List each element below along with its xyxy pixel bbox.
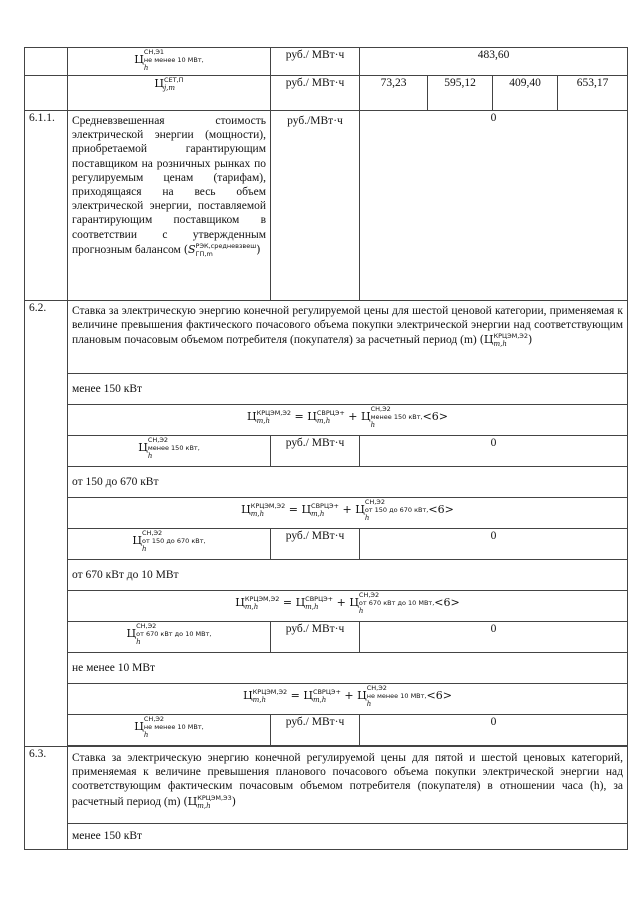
formula-krcem-e3: (Ц КРЦЭМ,Э3 m,h ): [183, 793, 236, 810]
value-cell: 0: [360, 111, 628, 301]
group-label: от 150 до 670 кВт: [68, 467, 628, 498]
value-cell-4: 653,17: [558, 76, 628, 111]
ceiling-row: [25, 48, 628, 76]
formula-670-10: Ц КРЦЭМ,Э2 m,h = Ц СВРЦЭ+ m,h + Ц СН,Э2 от 670 кВт до 10 МВт, h <6>: [235, 591, 460, 615]
value-cell-2: 595,12: [428, 76, 493, 111]
unit-cell: руб./ МВт·ч: [271, 622, 360, 653]
unit-cell: руб./ МВт·ч: [271, 436, 360, 467]
network-row: [25, 76, 628, 111]
symbol-cell: Ц СН,Э2 от 670 кВт до 10 МВт, h: [68, 622, 271, 653]
item-number: 6.3.: [25, 747, 68, 850]
item-description: Ставка за электрическую энергию конечной регулируемой цены для пятой и шестой ценовых категорий, применяемая к величине превышения планового почасового объема покупки электрической энергии над соответствующим фактическим почасовым объемом потребителя (покупателя) в отношении часа (h), за расчетный период (m) (Ц КРЦЭМ,Э3 m,h ): [68, 747, 628, 824]
formula-row: [25, 591, 628, 622]
empty-num-cell: [25, 76, 68, 111]
group-label-row: [25, 824, 628, 850]
group-label-row: [25, 560, 628, 591]
value-cell: 0: [360, 529, 628, 560]
value-cell: 483,60: [360, 48, 628, 76]
formula-row: [25, 684, 628, 715]
formula-sn-e1: Ц СН,Э1 не менее 10 МВт, h: [134, 48, 204, 72]
section-6-2: [25, 301, 628, 374]
group-value-row: [25, 529, 628, 560]
group-formula: [68, 591, 628, 622]
symbol-cell: Ц СН,Э2 от 150 до 670 кВт, h: [68, 529, 271, 560]
section-6-3: [25, 747, 628, 824]
empty-num-cell: [25, 48, 68, 76]
symbol-cell: [68, 76, 271, 111]
tariff-table: [24, 47, 628, 850]
item-description: Средневзвешенная стоимость электрической энергии (мощности), приобретаемой гарантирующим поставщиком на розничных рынках по регулируемым ценам (тарифам), приходящаяся на весь объем электрической энергии, поставляемой гарантирующим поставщиком в соответствии с утвержденным прогнозным балансом (S РЭК,средневзвеш ГП,m ): [68, 111, 271, 301]
group-formula: [68, 405, 628, 436]
symbol-cell: Ц СН,Э2 не менее 10 МВт, h: [68, 715, 271, 746]
group-value-row: [25, 622, 628, 653]
unit-cell: руб./ МВт·ч: [271, 48, 360, 76]
formula-s-balance: (S РЭК,средневзвеш ГП,m ): [183, 241, 261, 258]
unit-cell: руб./ МВт·ч: [271, 529, 360, 560]
unit-cell: руб./МВт·ч: [271, 111, 360, 301]
formula-ge10: Ц КРЦЭМ,Э2 m,h = Ц СВРЦЭ+ m,h + Ц СН,Э2 не менее 10 МВт, h <6>: [243, 684, 452, 708]
value-cell: 0: [360, 436, 628, 467]
group-value-row: [25, 715, 628, 746]
formula-row: [25, 405, 628, 436]
group-value-row: [25, 436, 628, 467]
item-description: Ставка за электрическую энергию конечной регулируемой цены для шестой ценовой категории, применяемая к величине превышения фактического почасового объема покупки электрической энергии над соответствующим плановым почасовым объемом потребителя (покупателя) за расчетный период (m) (Ц КРЦЭМ,Э2 m,h ): [68, 301, 628, 374]
value-cell-1: 73,23: [360, 76, 428, 111]
group-formula: [68, 684, 628, 715]
value-cell: 0: [360, 622, 628, 653]
group-label: от 670 кВт до 10 МВт: [68, 560, 628, 591]
group-label-row: [25, 374, 628, 405]
formula-krcem-e2: (Ц КРЦЭМ,Э2 m,h ): [479, 332, 533, 349]
section-6-1-1: [25, 111, 628, 301]
unit-cell: руб./ МВт·ч: [271, 715, 360, 746]
value-cell-3: 409,40: [493, 76, 558, 111]
value-cell: 0: [360, 715, 628, 746]
item-number: 6.2.: [25, 301, 68, 747]
group-label: менее 150 кВт: [68, 374, 628, 405]
item-number: 6.1.1.: [25, 111, 68, 301]
unit-cell: руб./ МВт·ч: [271, 76, 360, 111]
group-formula: [68, 498, 628, 529]
group-label: менее 150 кВт: [68, 824, 628, 850]
formula-set-p: Ц СЕТ,П j,m: [154, 76, 184, 92]
symbol-cell: [68, 48, 271, 76]
group-label: не менее 10 МВт: [68, 653, 628, 684]
group-label-row: [25, 653, 628, 684]
formula-150-670: Ц КРЦЭМ,Э2 m,h = Ц СВРЦЭ+ m,h + Ц СН,Э2 от 150 до 670 кВт, h <6>: [241, 498, 454, 522]
formula-row: [25, 498, 628, 529]
formula-lt150: Ц КРЦЭМ,Э2 m,h = Ц СВРЦЭ+ m,h + Ц СН,Э2 менее 150 кВт, h <6>: [246, 405, 448, 429]
group-label-row: [25, 467, 628, 498]
symbol-cell: Ц СН,Э2 менее 150 кВт, h: [68, 436, 271, 467]
